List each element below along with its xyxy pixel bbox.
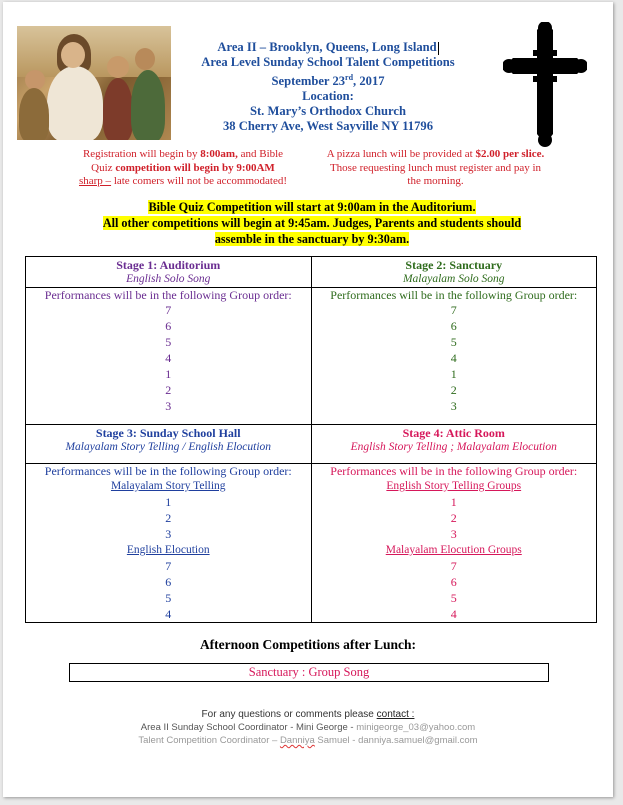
- schedule-notice: Bible Quiz Competition will start at 9:00am in the Auditorium. All other competitions will begin at 9:45am. Judges, Parents and students should assemble in the sanctuary by 9:30am.: [102, 200, 522, 246]
- header-venue: St. Mary’s Orthodox Church: [249, 104, 407, 119]
- event-header: [173, 40, 483, 134]
- afternoon-title: Afternoon Competitions after Lunch:: [199, 637, 417, 652]
- stage-1-header: Stage 1: Auditorium English Solo Song: [26, 257, 312, 288]
- coordinator-1: Area II Sunday School Coordinator - Mini George - minigeorge_03@yahoo.com: [140, 722, 476, 733]
- registration-info: Registration will begin by 8:00am, and Bible Quiz competition will begin by 9:00AM sharp – late comers will not be accommodated!: [78, 148, 287, 187]
- contact-prompt: For any questions or comments please contact :: [201, 709, 415, 720]
- jesus-with-children-image: [17, 26, 171, 140]
- header-location-label: Location:: [302, 89, 354, 104]
- orthodox-cross-icon: [503, 22, 587, 150]
- contact-footer: [3, 708, 613, 747]
- coordinator-2: Talent Competition Coordinator – Danniya Samuel - danniya.samuel@gmail.com: [138, 735, 478, 746]
- stage-1-order: Performances will be in the following Group order: 7 6 5 4 1 2 3: [26, 288, 312, 425]
- stage-4-order: Performances will be in the following Group order: English Story Telling Groups 1 2 3 Malayalam Elocution Groups 7 6 5 4: [311, 464, 597, 623]
- header-title-line: Area Level Sunday School Talent Competitions: [201, 55, 455, 69]
- header-area-line: Area II – Brooklyn, Queens, Long Island: [217, 40, 437, 54]
- stage-3-order: Performances will be in the following Group order: Malayalam Story Telling 1 2 3 English Elocution 7 6 5 4: [26, 464, 312, 623]
- stage-2-header: Stage 2: Sanctuary Malayalam Solo Song: [311, 257, 597, 288]
- stage-4-header: Stage 4: Attic Room English Story Telling ; Malayalam Elocution: [311, 425, 597, 464]
- coordinator-2-email[interactable]: danniya.samuel@gmail.com: [358, 735, 478, 746]
- stages-table: [25, 256, 597, 623]
- lunch-info: A pizza lunch will be provided at $2.00 per slice. Those requesting lunch must register and pay in the morning.: [326, 148, 545, 187]
- coordinator-1-email[interactable]: minigeorge_03@yahoo.com: [356, 722, 476, 733]
- header-address: 38 Cherry Ave, West Sayville NY 11796: [223, 119, 433, 134]
- document-page: [3, 2, 613, 797]
- group-song-box: Sanctuary : Group Song: [69, 663, 549, 682]
- stage-2-order: Performances will be in the following Group order: 7 6 5 4 1 2 3: [311, 288, 597, 425]
- stage-3-header: Stage 3: Sunday School Hall Malayalam Story Telling / English Elocution: [26, 425, 312, 464]
- header-date: September 23rd, 2017: [271, 73, 385, 89]
